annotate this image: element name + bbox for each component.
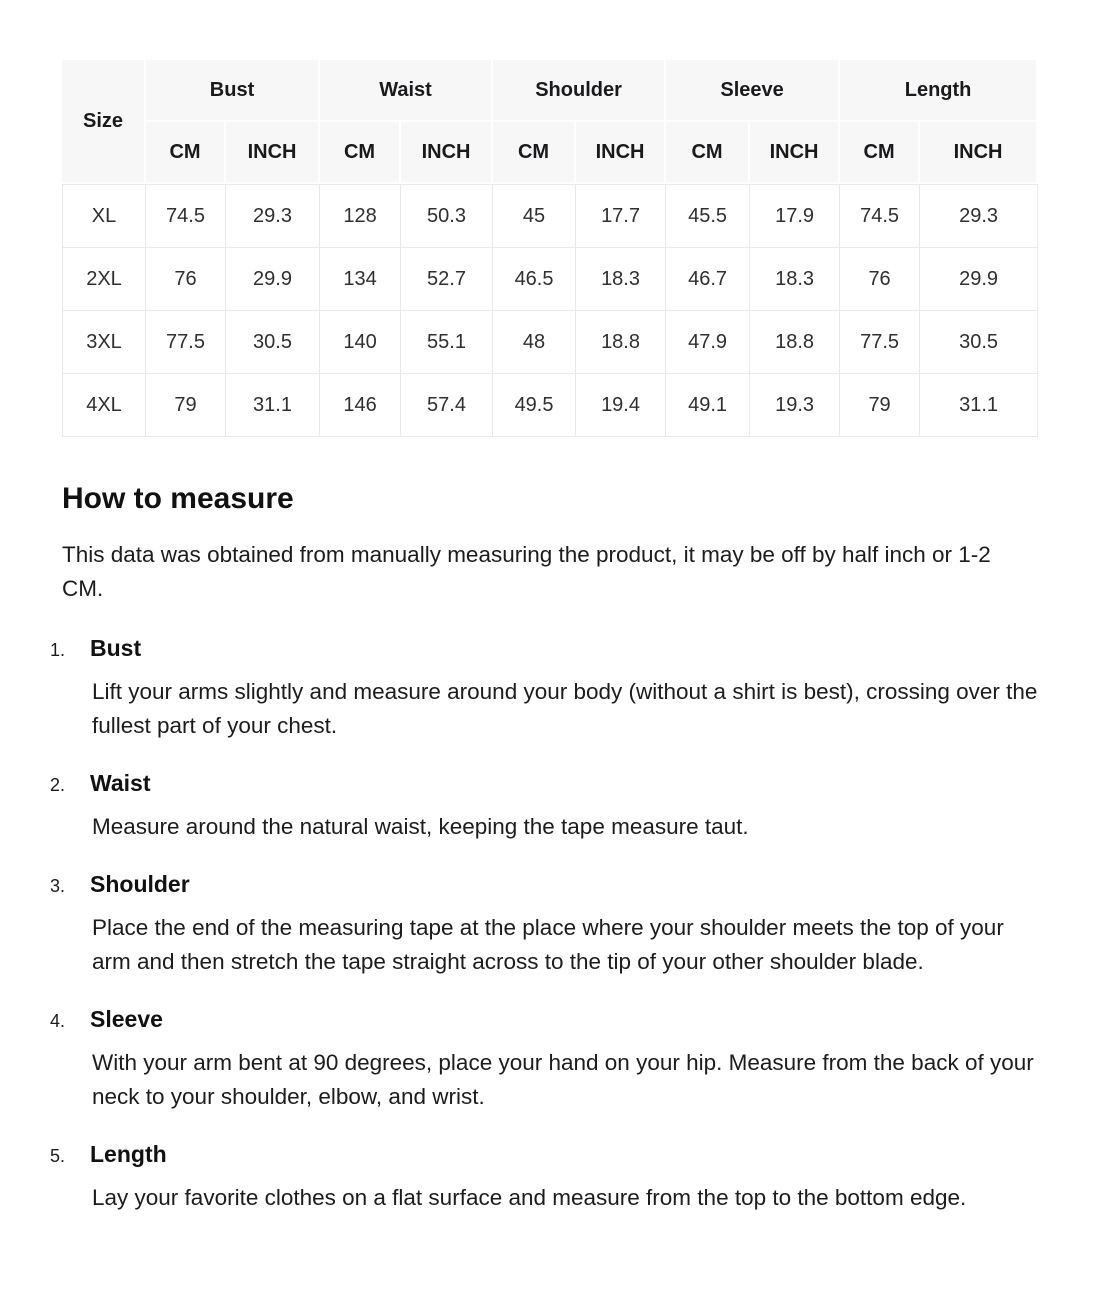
cell-value: 29.9 (920, 248, 1038, 311)
step-description: With your arm bent at 90 degrees, place your hand on your hip. Measure from the back of your neck to your shoulder, elbow, and wrist. (92, 1050, 1034, 1109)
table-unit-header-row (62, 122, 1038, 184)
step-description: Measure around the natural waist, keeping the tape measure taut. (92, 814, 749, 839)
step-description: Lay your favorite clothes on a flat surface and measure from the top to the bottom edge. (92, 1185, 967, 1210)
section-title: How to measure (62, 482, 294, 515)
step-description: Lift your arms slightly and measure around your body (without a shirt is best), crossing over the fullest part of your chest. (92, 679, 1038, 738)
unit-header-sleeve-inch: INCH (750, 122, 840, 184)
unit-header-length-inch: INCH (920, 122, 1038, 184)
step-term: Waist (90, 770, 151, 796)
measure-step-bust (50, 632, 1038, 743)
step-term: Bust (90, 635, 142, 661)
cell-value: 18.8 (576, 311, 666, 374)
step-number: 2. (50, 775, 66, 795)
intro-text: This data was obtained from manually measuring the product, it may be off by half inch or 1-2 CM. (62, 542, 991, 601)
cell-value: 31.1 (226, 374, 320, 437)
cell-value: 18.8 (750, 311, 840, 374)
cell-value: 48 (493, 311, 576, 374)
step-term: Length (90, 1141, 167, 1167)
cell-value: 19.3 (750, 374, 840, 437)
cell-value: 17.7 (576, 184, 666, 248)
measure-step-length (50, 1138, 1038, 1215)
table-group-header-row (62, 60, 1038, 122)
cell-value: 77.5 (840, 311, 920, 374)
measure-step-sleeve (50, 1003, 1038, 1114)
measure-step-shoulder (50, 868, 1038, 979)
table-row-3xl (62, 311, 1038, 374)
cell-value: 31.1 (920, 374, 1038, 437)
cell-value: 134 (320, 248, 401, 311)
cell-value: 45.5 (666, 184, 750, 248)
cell-value: 79 (840, 374, 920, 437)
unit-header-bust-cm: CM (146, 122, 226, 184)
cell-value: 46.5 (493, 248, 576, 311)
step-description: Place the end of the measuring tape at the place where your shoulder meets the top of your arm and then stretch the tape straight across to the tip of your other shoulder blade. (92, 915, 1004, 974)
table-row-2xl (62, 248, 1038, 311)
cell-value: 52.7 (401, 248, 493, 311)
unit-header-waist-cm: CM (320, 122, 401, 184)
cell-value: 146 (320, 374, 401, 437)
size-label: 3XL (62, 311, 146, 374)
table-row-xl (62, 184, 1038, 248)
cell-value: 18.3 (750, 248, 840, 311)
cell-value: 76 (146, 248, 226, 311)
unit-header-shoulder-inch: INCH (576, 122, 666, 184)
group-header-waist: Waist (320, 60, 493, 122)
cell-value: 30.5 (226, 311, 320, 374)
cell-value: 19.4 (576, 374, 666, 437)
step-head (50, 767, 1038, 799)
cell-value: 30.5 (920, 311, 1038, 374)
size-label: XL (62, 184, 146, 248)
step-term: Shoulder (90, 871, 190, 897)
size-column-header: Size (62, 60, 146, 184)
step-number: 4. (50, 1011, 66, 1031)
cell-value: 74.5 (840, 184, 920, 248)
group-header-shoulder: Shoulder (493, 60, 666, 122)
step-head (50, 868, 1038, 900)
step-number: 3. (50, 876, 66, 896)
cell-value: 57.4 (401, 374, 493, 437)
cell-value: 128 (320, 184, 401, 248)
step-term: Sleeve (90, 1006, 163, 1032)
cell-value: 55.1 (401, 311, 493, 374)
table-row-4xl (62, 374, 1038, 437)
unit-header-waist-inch: INCH (401, 122, 493, 184)
cell-value: 46.7 (666, 248, 750, 311)
cell-value: 76 (840, 248, 920, 311)
cell-value: 29.3 (226, 184, 320, 248)
group-header-sleeve: Sleeve (666, 60, 840, 122)
measure-step-waist (50, 767, 1038, 844)
unit-header-bust-inch: INCH (226, 122, 320, 184)
size-label: 2XL (62, 248, 146, 311)
step-head (50, 1003, 1038, 1035)
cell-value: 77.5 (146, 311, 226, 374)
how-to-measure-section (50, 481, 1038, 1215)
unit-header-length-cm: CM (840, 122, 920, 184)
cell-value: 79 (146, 374, 226, 437)
step-number: 1. (50, 640, 66, 660)
unit-header-shoulder-cm: CM (493, 122, 576, 184)
cell-value: 18.3 (576, 248, 666, 311)
group-header-length: Length (840, 60, 1038, 122)
step-number: 5. (50, 1146, 66, 1166)
step-head (50, 632, 1038, 664)
step-head (50, 1138, 1038, 1170)
size-label: 4XL (62, 374, 146, 437)
size-chart-table (62, 60, 1038, 437)
cell-value: 45 (493, 184, 576, 248)
group-header-bust: Bust (146, 60, 320, 122)
cell-value: 140 (320, 311, 401, 374)
cell-value: 49.5 (493, 374, 576, 437)
cell-value: 74.5 (146, 184, 226, 248)
unit-header-sleeve-cm: CM (666, 122, 750, 184)
cell-value: 50.3 (401, 184, 493, 248)
cell-value: 29.3 (920, 184, 1038, 248)
cell-value: 17.9 (750, 184, 840, 248)
cell-value: 47.9 (666, 311, 750, 374)
cell-value: 29.9 (226, 248, 320, 311)
measure-steps-list (50, 632, 1038, 1215)
cell-value: 49.1 (666, 374, 750, 437)
